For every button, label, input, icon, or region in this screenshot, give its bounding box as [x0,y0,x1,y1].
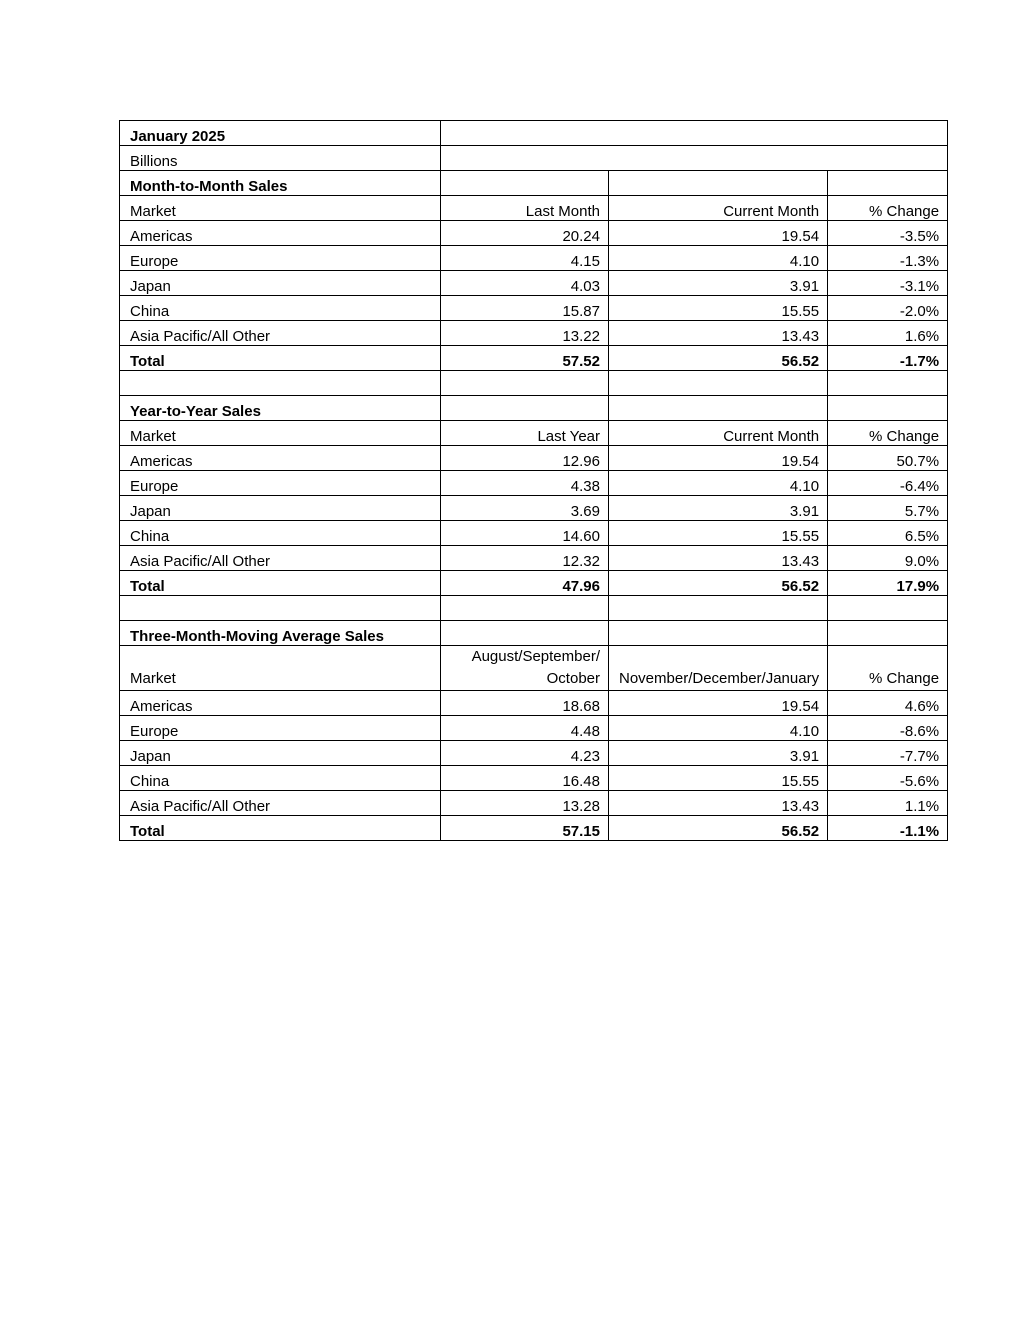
year-to-year-col-pct-change: % Change [828,421,948,446]
table-row [120,791,948,816]
month-to-month-total-row [120,346,948,371]
month-to-month-header-row [120,196,948,221]
current-cell: 3.91 [609,271,828,296]
empty-cell [609,371,828,396]
total-current-cell: 56.52 [609,816,828,841]
empty-cell [828,621,948,646]
year-to-year-heading-row [120,396,948,421]
previous-cell: 15.87 [441,296,609,321]
pct-change-cell: -1.3% [828,246,948,271]
current-cell: 13.43 [609,791,828,816]
table-row [120,221,948,246]
empty-cell [609,621,828,646]
market-cell: Japan [120,741,441,766]
empty-cell [441,621,609,646]
pct-change-cell: 1.1% [828,791,948,816]
current-cell: 4.10 [609,471,828,496]
empty-cell [441,171,609,196]
report-title: January 2025 [120,121,441,146]
empty-cell [828,171,948,196]
previous-cell: 4.38 [441,471,609,496]
previous-cell: 4.23 [441,741,609,766]
pct-change-cell: -5.6% [828,766,948,791]
three-month-average-total-row [120,816,948,841]
previous-cell: 13.28 [441,791,609,816]
table-row [120,321,948,346]
three-month-average-header-row [120,646,948,691]
market-cell: Asia Pacific/All Other [120,546,441,571]
table-row [120,296,948,321]
current-cell: 3.91 [609,496,828,521]
table-row [120,546,948,571]
empty-cell [441,396,609,421]
total-current-cell: 56.52 [609,346,828,371]
current-cell: 15.55 [609,766,828,791]
month-to-month-col-market: Market [120,196,441,221]
previous-cell: 20.24 [441,221,609,246]
pct-change-cell: -3.1% [828,271,948,296]
previous-cell: 16.48 [441,766,609,791]
title-row [120,121,948,146]
empty-cell [609,171,828,196]
total-pct-change-cell: 17.9% [828,571,948,596]
empty-cell [441,596,609,621]
pct-change-cell: 5.7% [828,496,948,521]
month-to-month-col-current: Current Month [609,196,828,221]
current-cell: 15.55 [609,521,828,546]
current-cell: 13.43 [609,546,828,571]
empty-cell [609,596,828,621]
table-row [120,271,948,296]
total-market-cell: Total [120,346,441,371]
current-cell: 19.54 [609,221,828,246]
table-row [120,716,948,741]
pct-change-cell: -8.6% [828,716,948,741]
current-cell: 19.54 [609,691,828,716]
sales-table [119,120,948,841]
previous-cell: 14.60 [441,521,609,546]
market-cell: Europe [120,716,441,741]
market-cell: China [120,766,441,791]
current-cell: 3.91 [609,741,828,766]
three-month-average-col-current: November/December/January [609,646,828,691]
year-to-year-header-row [120,421,948,446]
three-month-average-col-previous: August/September/ October [441,646,609,691]
table-row [120,521,948,546]
year-to-year-total-row [120,571,948,596]
pct-change-cell: 50.7% [828,446,948,471]
three-month-average-col-market: Market [120,646,441,691]
previous-cell: 12.32 [441,546,609,571]
market-cell: China [120,296,441,321]
market-cell: Americas [120,691,441,716]
three-month-average-heading: Three-Month-Moving Average Sales [120,621,441,646]
current-cell: 4.10 [609,246,828,271]
current-cell: 4.10 [609,716,828,741]
previous-cell: 4.15 [441,246,609,271]
table-row [120,691,948,716]
year-to-year-heading: Year-to-Year Sales [120,396,441,421]
current-cell: 15.55 [609,296,828,321]
units-row [120,146,948,171]
total-previous-cell: 57.15 [441,816,609,841]
pct-change-cell: -2.0% [828,296,948,321]
table-row [120,741,948,766]
table-row [120,766,948,791]
year-to-year-col-market: Market [120,421,441,446]
table-row [120,246,948,271]
previous-cell: 3.69 [441,496,609,521]
previous-cell: 18.68 [441,691,609,716]
previous-cell: 12.96 [441,446,609,471]
market-cell: Americas [120,446,441,471]
month-to-month-heading-row [120,171,948,196]
market-cell: Japan [120,271,441,296]
empty-cell [441,371,609,396]
table-row [120,471,948,496]
previous-cell: 4.03 [441,271,609,296]
current-cell: 13.43 [609,321,828,346]
pct-change-cell: 1.6% [828,321,948,346]
month-to-month-col-pct-change: % Change [828,196,948,221]
total-previous-cell: 47.96 [441,571,609,596]
total-previous-cell: 57.52 [441,346,609,371]
market-cell: Asia Pacific/All Other [120,791,441,816]
empty-cell [828,396,948,421]
market-cell: Americas [120,221,441,246]
empty-cell [828,371,948,396]
year-to-year-col-previous: Last Year [441,421,609,446]
total-market-cell: Total [120,571,441,596]
table-row [120,446,948,471]
total-pct-change-cell: -1.7% [828,346,948,371]
total-market-cell: Total [120,816,441,841]
total-pct-change-cell: -1.1% [828,816,948,841]
market-cell: China [120,521,441,546]
units-label: Billions [120,146,441,171]
spacer-row [120,596,948,621]
pct-change-cell: -6.4% [828,471,948,496]
pct-change-cell: -3.5% [828,221,948,246]
empty-cell [828,596,948,621]
pct-change-cell: 6.5% [828,521,948,546]
market-cell: Asia Pacific/All Other [120,321,441,346]
empty-cell [609,396,828,421]
three-month-average-col-pct-change: % Change [828,646,948,691]
market-cell: Europe [120,246,441,271]
year-to-year-col-current: Current Month [609,421,828,446]
pct-change-cell: 9.0% [828,546,948,571]
table-row [120,496,948,521]
empty-cell [120,371,441,396]
previous-cell: 4.48 [441,716,609,741]
pct-change-cell: -7.7% [828,741,948,766]
three-month-average-heading-row [120,621,948,646]
spacer-row [120,371,948,396]
market-cell: Japan [120,496,441,521]
pct-change-cell: 4.6% [828,691,948,716]
empty-cell [120,596,441,621]
month-to-month-col-previous: Last Month [441,196,609,221]
total-current-cell: 56.52 [609,571,828,596]
current-cell: 19.54 [609,446,828,471]
month-to-month-heading: Month-to-Month Sales [120,171,441,196]
market-cell: Europe [120,471,441,496]
previous-cell: 13.22 [441,321,609,346]
